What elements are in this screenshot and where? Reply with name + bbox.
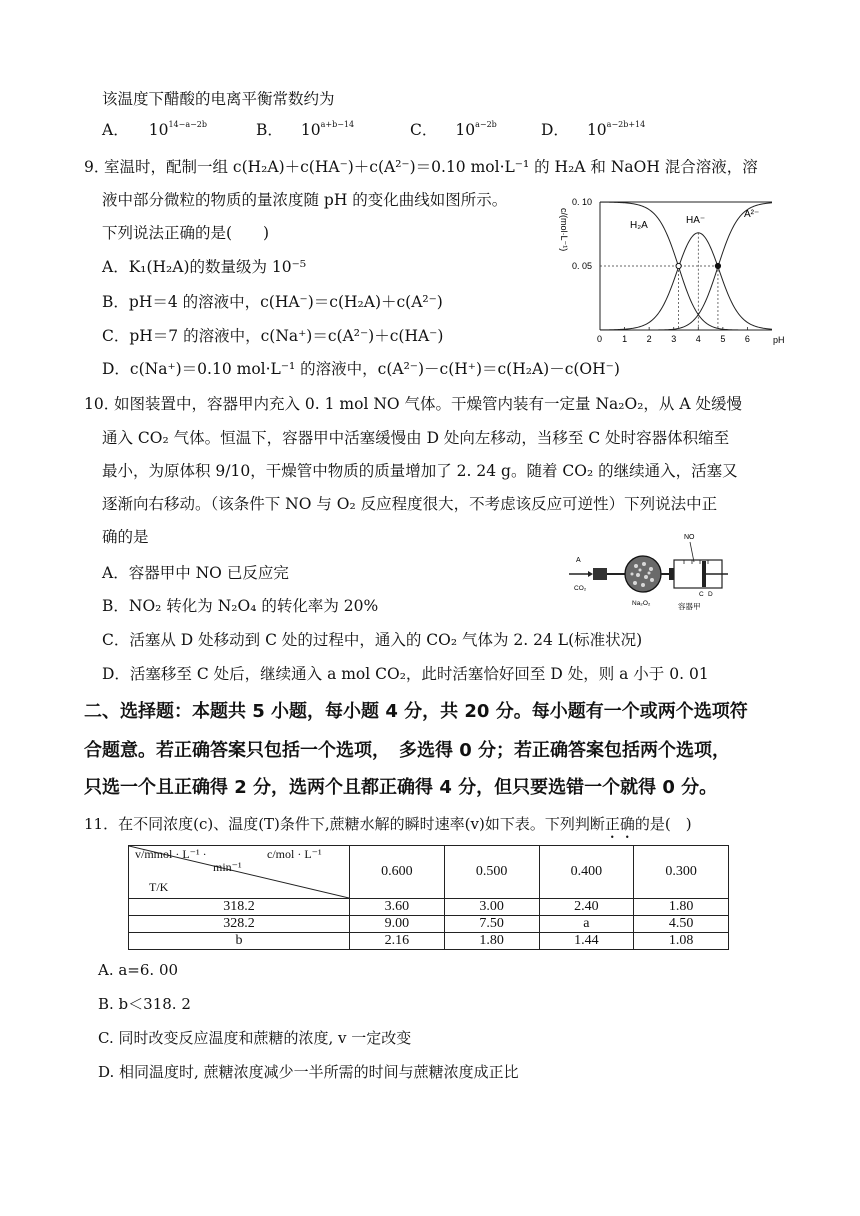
no-label: NO bbox=[684, 534, 695, 541]
q9-option-a: A．K₁(H₂A)的数量级为 10⁻⁵ bbox=[102, 258, 307, 276]
q9-stem-line2: 液中部分微粒的物质的量浓度随 pH 的变化曲线如图所示。 bbox=[102, 191, 508, 209]
syringe-nozzle bbox=[669, 568, 674, 580]
q10-option-c: C．活塞从 D 处移动到 C 处的过程中，通入的 CO₂ 气体为 2. 24 L(标准状况) bbox=[102, 631, 643, 649]
arrow-head bbox=[588, 571, 593, 577]
curve-label-h2a: H₂A bbox=[630, 220, 648, 231]
corner-min-label: min⁻¹ bbox=[213, 860, 242, 874]
section2-line3: 只选一个且正确得 2 分，选两个且都正确得 4 分，但只要选错一个就得 0 分。 bbox=[84, 777, 718, 798]
q10-stem-line: 逐渐向右移动。（该条件下 NO 与 O₂ 反应程度很大，不考虑该反应可逆性）下列说法中正 bbox=[102, 495, 718, 513]
q11-option-c: C. 同时改变反应温度和蔗糖的浓度, v 一定改变 bbox=[98, 1029, 412, 1047]
q10-stem-line: 最小，为原体积 9/10，干燥管中物质的质量增加了 2. 24 g。随着 CO₂ 的继续通入，活塞又 bbox=[102, 462, 738, 480]
row-temperature: 318.2 bbox=[129, 899, 350, 916]
q11-stem bbox=[84, 815, 692, 842]
x-tick-label: 0 bbox=[597, 334, 603, 344]
no-leader-line bbox=[690, 542, 694, 562]
corner-diagonal bbox=[129, 846, 349, 898]
q10-stem-line: 确的是 bbox=[102, 528, 149, 546]
table-cell: 1.08 bbox=[634, 933, 729, 950]
drying-tube-stopper bbox=[593, 568, 607, 580]
table-cell: 2.40 bbox=[539, 899, 634, 916]
q10-stem-line: 通入 CO₂ 气体。恒温下，容器甲中活塞缓慢由 D 处向左移动，当移至 C 处时容器体积缩至 bbox=[102, 429, 730, 447]
intersection-point bbox=[715, 263, 720, 268]
q8-option-b bbox=[256, 120, 355, 139]
q11-stem-b: 的是( ) bbox=[634, 815, 692, 833]
q9-number: 9． bbox=[84, 158, 110, 176]
q8-option-exp: a−2b bbox=[475, 120, 497, 129]
intersection-point bbox=[676, 263, 681, 268]
table-cell: 4.50 bbox=[634, 916, 729, 933]
q8-option-base: 10 bbox=[586, 121, 607, 139]
q9-option-d: D．c(Na⁺)＝0.10 mol·L⁻¹ 的溶液中，c(A²⁻)－c(H⁺)＝c(H₂A)－c(OH⁻) bbox=[102, 360, 620, 378]
q11-option-d: D. 相同温度时, 蔗糖浓度减少一半所需的时间与蔗糖浓度成正比 bbox=[98, 1063, 519, 1081]
x-tick-label: 2 bbox=[646, 334, 652, 344]
q11-option-a: A. a=6. 00 bbox=[98, 961, 179, 979]
row-temperature: b bbox=[129, 933, 350, 950]
q8-option-base: 10 bbox=[148, 121, 169, 139]
q11-stem-a: 在不同浓度(c)、温度(T)条件下,蔗糖水解的瞬时速率(v)如下表。下列判断 bbox=[118, 815, 605, 833]
q8-option-base: 10 bbox=[455, 121, 476, 139]
na2o2-label: Na₂O₂ bbox=[632, 600, 651, 607]
row-temperature: 328.2 bbox=[129, 916, 350, 933]
q10-number: 10． bbox=[84, 395, 120, 413]
table-corner-cell bbox=[129, 846, 350, 899]
table-row bbox=[129, 933, 729, 950]
inlet-label-a: A bbox=[576, 557, 581, 564]
x-tick-label: 3 bbox=[671, 334, 677, 344]
curve-label-a2: A²⁻ bbox=[744, 209, 760, 220]
q10-option-d: D．活塞移至 C 处后，继续通入 a mol CO₂，此时活塞恰好回至 D 处，则 a 小于 0. 01 bbox=[102, 665, 709, 683]
q10-stem-line: 如图装置中，容器甲内充入 0. 1 mol NO 气体。干燥管内装有一定量 Na₂O₂，从 A 处缓慢 bbox=[114, 395, 742, 413]
piston bbox=[702, 561, 706, 587]
column-header: 0.400 bbox=[539, 846, 634, 899]
column-header: 0.600 bbox=[350, 846, 445, 899]
column-header: 0.300 bbox=[634, 846, 729, 899]
q9-option-b: B．pH＝4 的溶液中，c(HA⁻)＝c(H₂A)＋c(A²⁻) bbox=[102, 293, 443, 311]
vessel-label: 容器甲 bbox=[678, 602, 701, 611]
q11-option-b: B. b＜318. 2 bbox=[98, 995, 191, 1013]
x-tick-label: 6 bbox=[744, 334, 750, 344]
q10-option-a: A．容器甲中 NO 已反应完 bbox=[102, 564, 289, 582]
x-tick-label: 1 bbox=[622, 334, 628, 344]
table-cell: 1.80 bbox=[444, 933, 539, 950]
q8-option-label: A． bbox=[102, 121, 129, 139]
q11-rate-table bbox=[128, 845, 729, 950]
position-label-c: C bbox=[699, 591, 704, 598]
q9-option-c: C．pH＝7 的溶液中，c(Na⁺)＝c(A²⁻)＋c(HA⁻) bbox=[102, 327, 444, 345]
q8-option-label: B． bbox=[256, 121, 283, 139]
corner-c-label: c/mol · L⁻¹ bbox=[267, 847, 322, 861]
q11-number: 11． bbox=[84, 815, 119, 833]
q10-apparatus-diagram bbox=[566, 528, 730, 618]
section2-line2: 合题意。若正确答案只包括一个选项， 多选得 0 分；若正确答案包括两个选项， bbox=[84, 740, 731, 761]
q8-option-label: C． bbox=[410, 121, 438, 139]
table-row bbox=[129, 899, 729, 916]
q8-option-base: 10 bbox=[300, 121, 321, 139]
y-tick-label: 0. 10 bbox=[572, 197, 593, 207]
q8-stem-tail: 该温度下醋酸的电离平衡常数约为 bbox=[102, 90, 335, 108]
table-cell: 9.00 bbox=[350, 916, 445, 933]
column-header: 0.500 bbox=[444, 846, 539, 899]
q8-option-label: D． bbox=[541, 121, 569, 139]
y-tick-label: 0. 05 bbox=[572, 261, 593, 271]
table-cell: 7.50 bbox=[444, 916, 539, 933]
position-label-d: D bbox=[708, 591, 713, 598]
table-row bbox=[129, 916, 729, 933]
curve-label-ha: HA⁻ bbox=[686, 215, 706, 226]
table-cell: 3.60 bbox=[350, 899, 445, 916]
table-cell: 3.00 bbox=[444, 899, 539, 916]
section2-line1: 二、选择题：本题共 5 小题，每小题 4 分，共 20 分。每小题有一个或两个选项符 bbox=[84, 701, 748, 722]
inlet-label-co2: CO₂ bbox=[574, 585, 587, 592]
table-cell: a bbox=[539, 916, 634, 933]
q10-option-b: B．NO₂ 转化为 N₂O₄ 的转化率为 20% bbox=[102, 597, 379, 615]
q11-stem-emphasis: 正确 bbox=[604, 815, 635, 833]
corner-t-label: T/K bbox=[149, 880, 169, 894]
q9-stem-line1: 室温时，配制一组 c(H₂A)＋c(HA⁻)＋c(A²⁻)＝0.10 mol·L⁻¹ 的 H₂A 和 NaOH 混合溶液，溶 bbox=[104, 158, 758, 176]
table-header-row bbox=[129, 846, 729, 899]
y-axis-label: c/(mol·L⁻¹) bbox=[559, 208, 569, 252]
q9-stem-line3: 下列说法正确的是( ) bbox=[102, 224, 270, 242]
table-cell: 1.44 bbox=[539, 933, 634, 950]
q9-speciation-chart bbox=[548, 190, 798, 350]
x-tick-label: 4 bbox=[695, 334, 701, 344]
q8-option-a bbox=[102, 120, 208, 139]
table-cell: 1.80 bbox=[634, 899, 729, 916]
x-axis-label: pH bbox=[773, 335, 785, 345]
q8-option-exp: a−2b+14 bbox=[606, 120, 646, 129]
q8-option-exp: a+b−14 bbox=[320, 120, 355, 129]
corner-v-label: v/mmol · L⁻¹ · bbox=[135, 847, 207, 861]
q8-option-exp: 14−a−2b bbox=[168, 120, 208, 129]
q8-option-c bbox=[410, 120, 497, 139]
table-cell: 2.16 bbox=[350, 933, 445, 950]
q8-option-d bbox=[541, 120, 646, 139]
series-line-ha bbox=[600, 233, 772, 330]
x-tick-label: 5 bbox=[720, 334, 726, 344]
